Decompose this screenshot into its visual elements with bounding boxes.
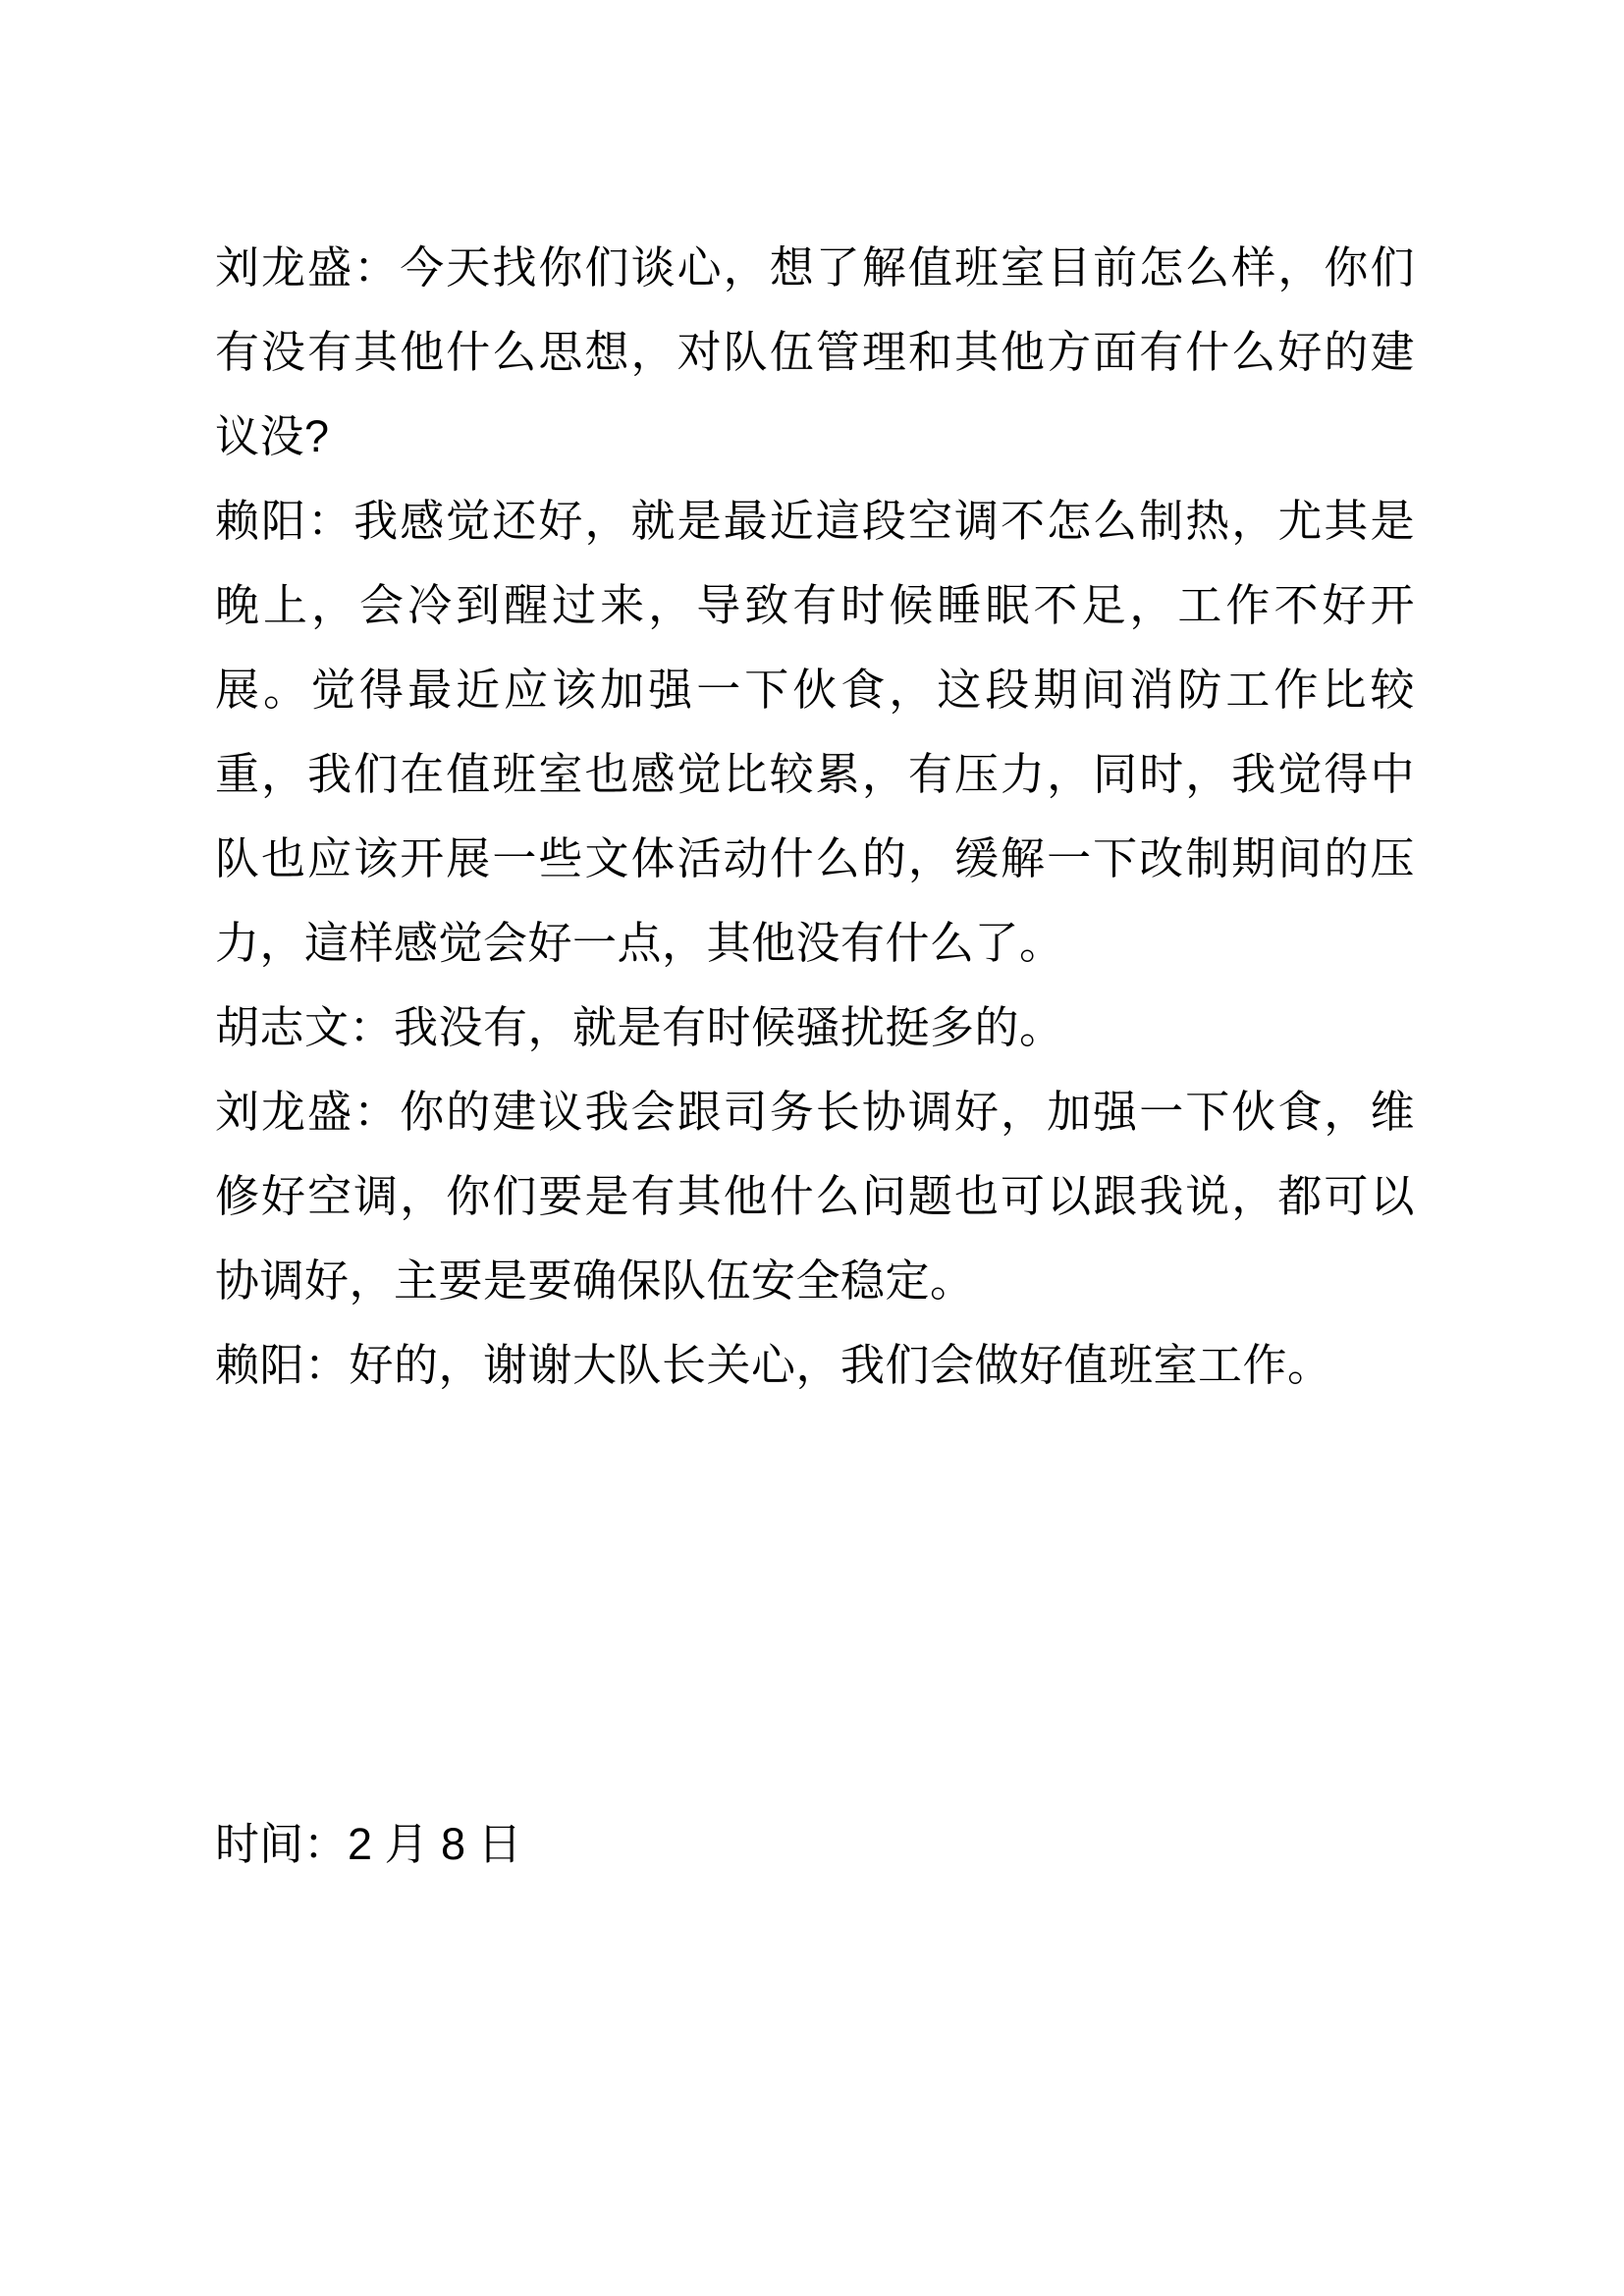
- date-line: 时间：2 月 8 日: [215, 1819, 522, 1869]
- paragraph: 赖阳：好的，谢谢大队长关心，我们会做好值班室工作。: [215, 1340, 1332, 1390]
- paragraph: 刘龙盛：你的建议我会跟司务长协调好，加强一下伙食，维修好空调，你们要是有其他什么问题也可以跟我说，都可以协调好，主要是要确保队伍安全稳定。: [215, 1087, 1415, 1306]
- document-body: [215, 226, 1415, 1408]
- paragraph: 胡志文：我没有，就是有时候骚扰挺多的。: [215, 1002, 1064, 1052]
- paragraph: 赖阳：我感觉还好，就是最近這段空调不怎么制热，尤其是晚上，会冷到醒过来，导致有时候睡眠不足，工作不好开展。觉得最近应该加强一下伙食，这段期间消防工作比较重，我们在值班室也感觉比较累，有压力，同时，我觉得中队也应该开展一些文体活动什么的，缓解一下改制期间的压力，這样感觉会好一点，其他没有什么了。: [215, 496, 1415, 968]
- paragraph: 刘龙盛：今天找你们谈心，想了解值班室目前怎么样，你们有没有其他什么思想，对队伍管理和其他方面有什么好的建议没?: [215, 242, 1415, 461]
